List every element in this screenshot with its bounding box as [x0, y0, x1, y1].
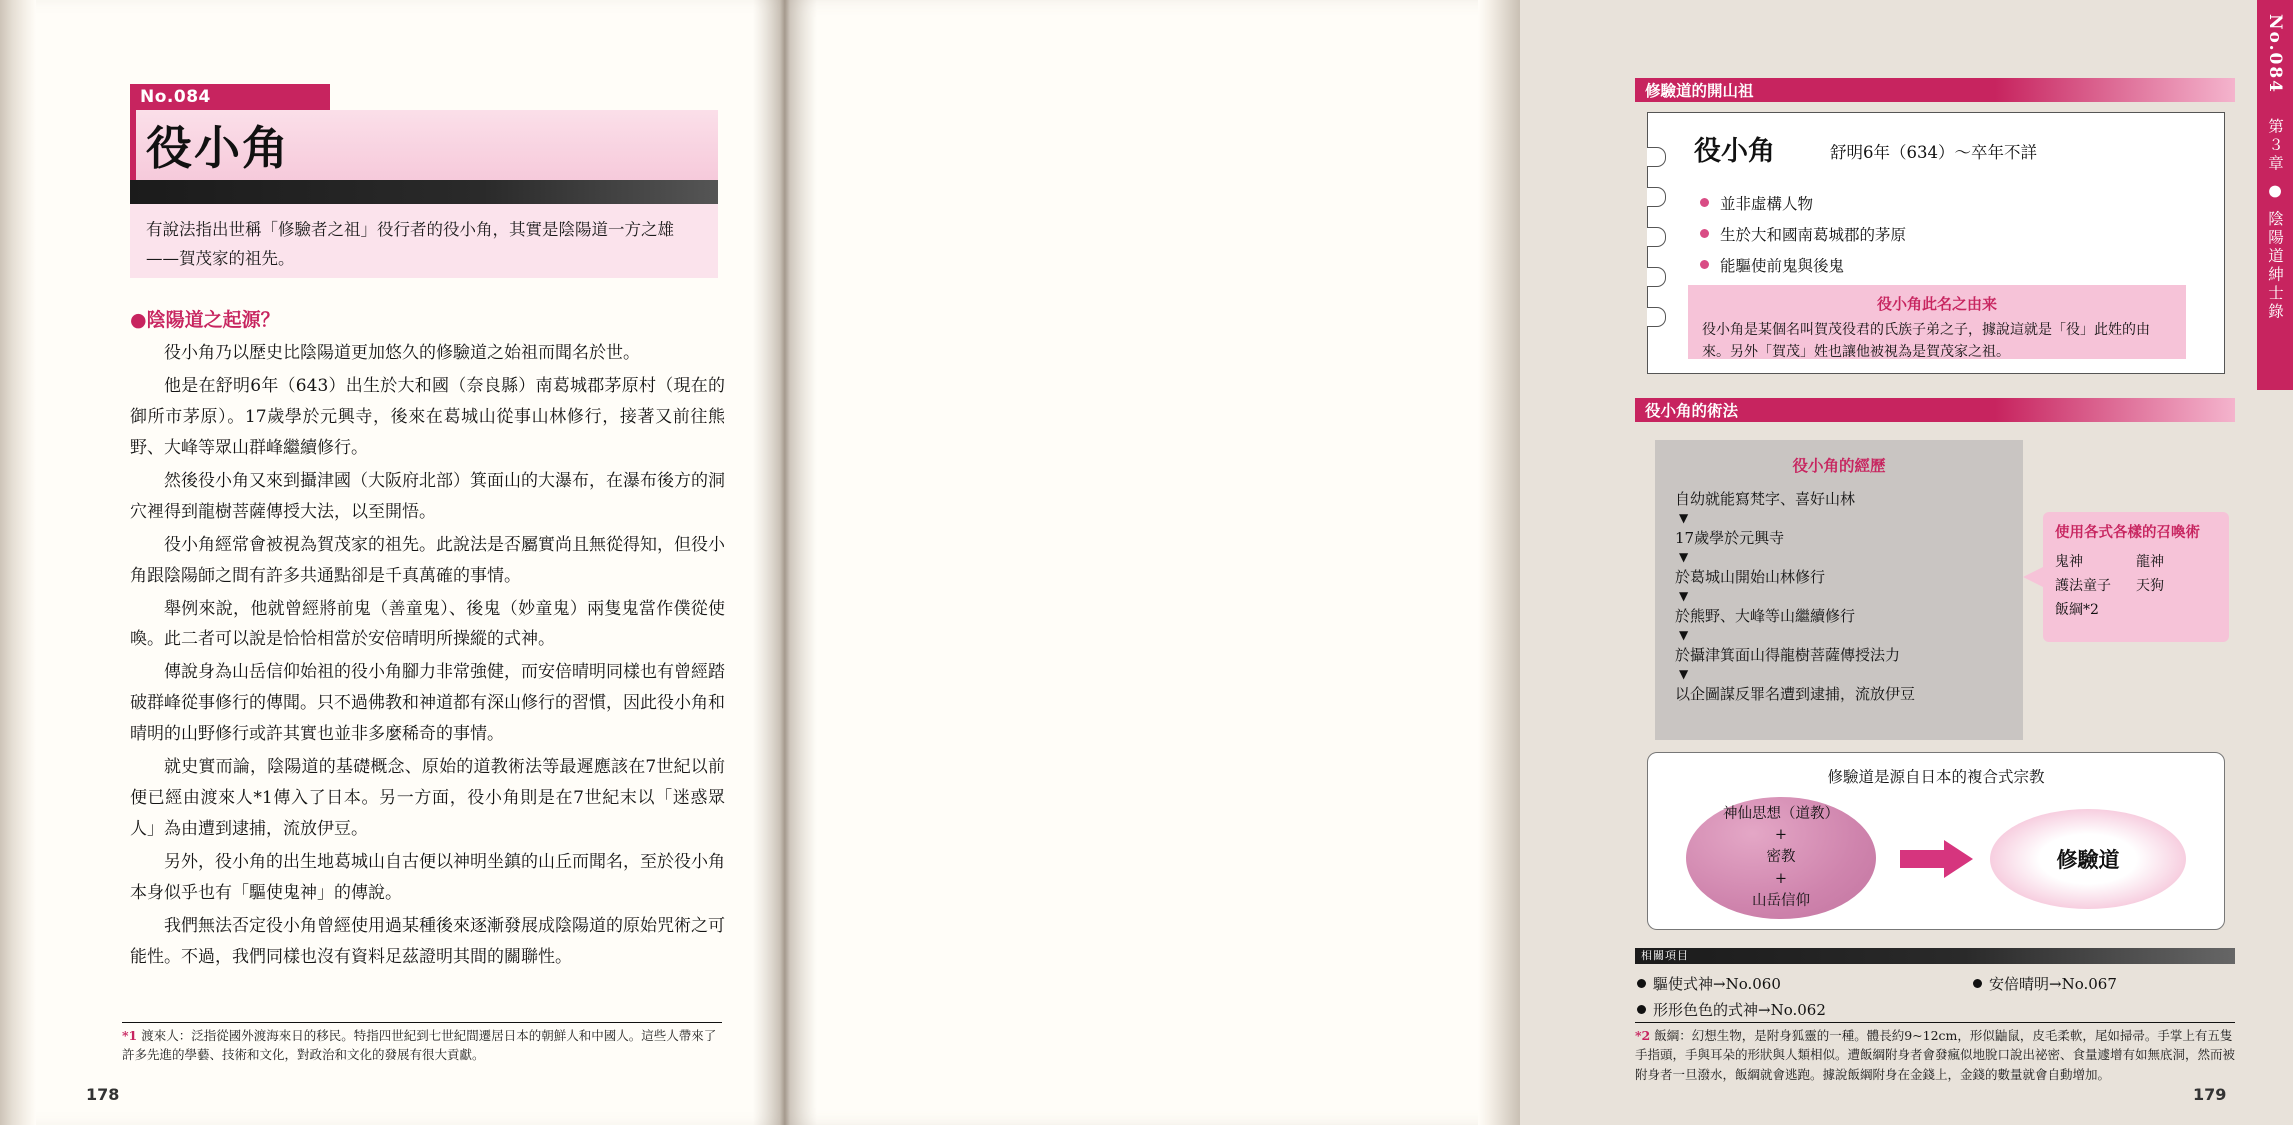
card-notch — [1647, 227, 1666, 247]
related-link[interactable]: 驅使式神→No.060 — [1637, 972, 1967, 998]
body-text — [130, 338, 725, 975]
card-notch — [1647, 147, 1666, 167]
section-bar-founder — [1635, 78, 2235, 102]
footnote-divider-right — [1635, 1022, 2235, 1023]
page-number-right: 179 — [2193, 1085, 2227, 1104]
right-arrow-icon — [1900, 839, 1974, 879]
related-list-right — [1973, 972, 2243, 998]
page-number-left: 178 — [86, 1085, 120, 1104]
diagram-plus: + — [1774, 870, 1788, 887]
diagram-result-label: 修驗道 — [2056, 847, 2120, 872]
related-bar — [1635, 948, 2235, 964]
page-title: 役小角 — [146, 121, 290, 175]
footnote-marker: *1 — [122, 1028, 138, 1043]
entry-title-band — [130, 110, 718, 180]
list-item: 能驅使前鬼與後鬼 — [1700, 251, 1906, 282]
chapter-tab-number: No.084 — [2265, 14, 2285, 94]
flow-step: 於熊野、大峰等山繼續修行 — [1675, 607, 1856, 625]
list-item: 護法童子 — [2055, 577, 2111, 594]
diagram-term: 神仙思想（道教） — [1723, 805, 1839, 822]
section-heading-label: 陰陽道之起源？ — [146, 309, 280, 331]
list-item: 天狗 — [2136, 577, 2164, 594]
flow-arrow-icon: ▼ — [1679, 628, 1689, 642]
section-bar-founder-label: 修驗道的開山祖 — [1645, 81, 1754, 100]
footnote-text: 渡來人：泛指從國外渡海來日的移民。特指四世紀到七世紀間遷居日本的朝鮮人和中國人。這些人帶來了許多先進的學藝、技術和文化，對政治和文化的發展有很大貢獻。 — [122, 1028, 717, 1063]
career-flow-box — [1655, 440, 2023, 740]
profile-dates: 舒明6年（634）～卒年不詳 — [1830, 143, 2037, 162]
summon-callout — [2043, 512, 2229, 642]
flow-arrow-icon: ▼ — [1679, 589, 1689, 603]
flow-arrow-icon: ▼ — [1679, 511, 1689, 525]
footnote-divider — [122, 1022, 722, 1023]
list-item: 飯綱*2 — [2055, 601, 2099, 618]
section-heading — [130, 305, 280, 332]
religion-diagram-title: 修驗道是源自日本的複合式宗教 — [1827, 768, 2045, 786]
callout-pointer-icon — [2023, 566, 2045, 588]
body-paragraph: 役小角經常會被視為賀茂家的祖先。此說法是否屬實尚且無從得知，但役小角跟陰陽師之間有許多共通點卻是千真萬確的事情。 — [130, 534, 725, 586]
section-bar-techniques-label: 役小角的術法 — [1645, 401, 1739, 420]
card-notch — [1647, 307, 1666, 327]
body-paragraph: 我們無法否定役小角曾經使用過某種後來逐漸發展成陰陽道的原始咒術之可能性。不過，我們同樣也沒有資料足茲證明其間的關聯性。 — [130, 915, 725, 967]
body-paragraph: 就史實而論，陰陽道的基礎概念、原始的道教術法等最遲應該在7世紀以前便已經由渡來人*1傳入了日本。另一方面，役小角則是在7世紀末以「迷惑眾人」為由遭到逮捕，流放伊豆。 — [130, 757, 725, 840]
card-notch — [1647, 187, 1666, 207]
name-origin-text: 役小角是某個名叫賀茂役君的氏族子弟之子，據說這就是「役」此姓的由來。另外「賀茂」姓也讓他被視為是賀茂家之祖。 — [1702, 322, 2150, 361]
right-page — [785, 0, 2285, 1125]
profile-name: 役小角 — [1694, 136, 1775, 167]
left-page — [0, 0, 785, 1125]
flow-step: 以企圖謀反罪名遭到逮捕，流放伊豆 — [1675, 685, 1916, 703]
page-edge-left — [0, 0, 36, 1125]
title-underbar — [130, 180, 718, 204]
summon-callout-heading: 使用各式各樣的召喚術 — [2055, 524, 2200, 541]
section-bar-techniques — [1635, 398, 2235, 422]
diagram-plus: + — [1774, 827, 1788, 844]
profile-bullet-list — [1700, 189, 1906, 282]
career-flow-title: 役小角的經歷 — [1792, 456, 1886, 475]
flow-step: 於攝津箕面山得龍樹菩薩傳授法力 — [1675, 646, 1901, 664]
body-paragraph: 役小角乃以歷史比陰陽道更加悠久的修驗道之始祖而聞名於世。 — [164, 343, 640, 363]
body-paragraph: 舉例來說，他就曾經將前鬼（善童鬼）、後鬼（妙童鬼）兩隻鬼當作僕從使喚。此二者可以說是恰恰相當於安倍晴明所操縱的式神。 — [130, 598, 725, 650]
chapter-tab — [2257, 0, 2293, 390]
lead-paragraph: 有說法指出世稱「修驗者之祖」役行者的役小角，其實是陰陽道一方之雄——賀茂家的祖先。 — [130, 204, 718, 278]
religion-diagram — [1647, 752, 2225, 930]
page-edge-right — [1478, 0, 1520, 1125]
entry-number-badge: No.084 — [130, 84, 330, 110]
flow-step: 自幼就能寫梵字、喜好山林 — [1675, 490, 1856, 508]
list-item: 並非虛構人物 — [1700, 189, 1906, 220]
flow-step: 於葛城山開始山林修行 — [1675, 568, 1826, 586]
diagram-result-ellipse — [1990, 809, 2186, 909]
name-origin-note — [1688, 285, 2186, 359]
footnote-text: 飯綱：幻想生物，是附身狐靈的一種。體長約9~12cm，形似鼬鼠，皮毛柔軟，尾如掃帚。手掌上有五隻手指頭，手與耳朵的形狀與人類相似。遭飯綱附身者會發瘋似地脫口說出祕密、食量遽增有如無底洞，然而被附身者一旦潑水，飯綱就會逃跑。據說飯綱附身在金錢上，金錢的數量就會自動增加。 — [1635, 1028, 2236, 1082]
body-paragraph: 另外，役小角的出生地葛城山自古便以神明坐鎮的山丘而聞名，至於役小角本身似乎也有「驅使鬼神」的傳說。 — [130, 852, 725, 903]
list-item: 鬼神 — [2055, 554, 2083, 571]
related-link[interactable]: 安倍晴明→No.067 — [1973, 972, 2243, 998]
flow-step: 17歲學於元興寺 — [1675, 529, 1785, 547]
list-item: 生於大和國南葛城郡的茅原 — [1700, 220, 1906, 251]
career-flow-list — [1675, 486, 2015, 706]
profile-card — [1647, 112, 2225, 374]
flow-arrow-icon: ▼ — [1679, 550, 1689, 564]
diagram-term: 山岳信仰 — [1752, 892, 1810, 909]
chapter-tab-label: 第３章 ● 陰陽道紳士錄 — [2266, 118, 2284, 322]
diagram-term: 密教 — [1766, 849, 1796, 866]
body-paragraph: 然後役小角又來到攝津國（大阪府北部）箕面山的大瀑布，在瀑布後方的洞穴裡得到龍樹菩薩傳授大法，以至開悟。 — [130, 470, 725, 522]
body-paragraph: 他是在舒明6年（643）出生於大和國（奈良縣）南葛城郡茅原村（現在的御所市茅原）。17歲學於元興寺，後來在葛城山從事山林修行，接著又前往熊野、大峰等眾山群峰繼續修行。 — [130, 375, 725, 458]
list-item: 龍神 — [2136, 554, 2164, 571]
footnote-right — [1635, 1026, 2235, 1084]
body-paragraph: 傳說身為山岳信仰始祖的役小角腳力非常強健，而安倍晴明同樣也有曾經踏破群峰從事修行的傳聞。只不過佛教和神道都有深山修行的習慣，因此役小角和晴明的山野修行或許其實也並非多麼稀奇的事情。 — [130, 662, 725, 745]
flow-arrow-icon: ▼ — [1679, 667, 1689, 681]
related-list-left — [1637, 972, 1967, 1023]
footnote-left — [122, 1026, 724, 1065]
bullet-dot-icon: ● — [130, 309, 147, 331]
footnote-marker: *2 — [1635, 1028, 1651, 1043]
diagram-source-ellipse — [1686, 797, 1876, 919]
related-bar-label: 相關項目 — [1641, 949, 1689, 962]
related-link[interactable]: 形形色色的式神→No.062 — [1637, 998, 1967, 1024]
summon-callout-items — [2055, 551, 2217, 622]
name-origin-title: 役小角此名之由来 — [1876, 295, 1997, 313]
card-notch — [1647, 267, 1666, 287]
